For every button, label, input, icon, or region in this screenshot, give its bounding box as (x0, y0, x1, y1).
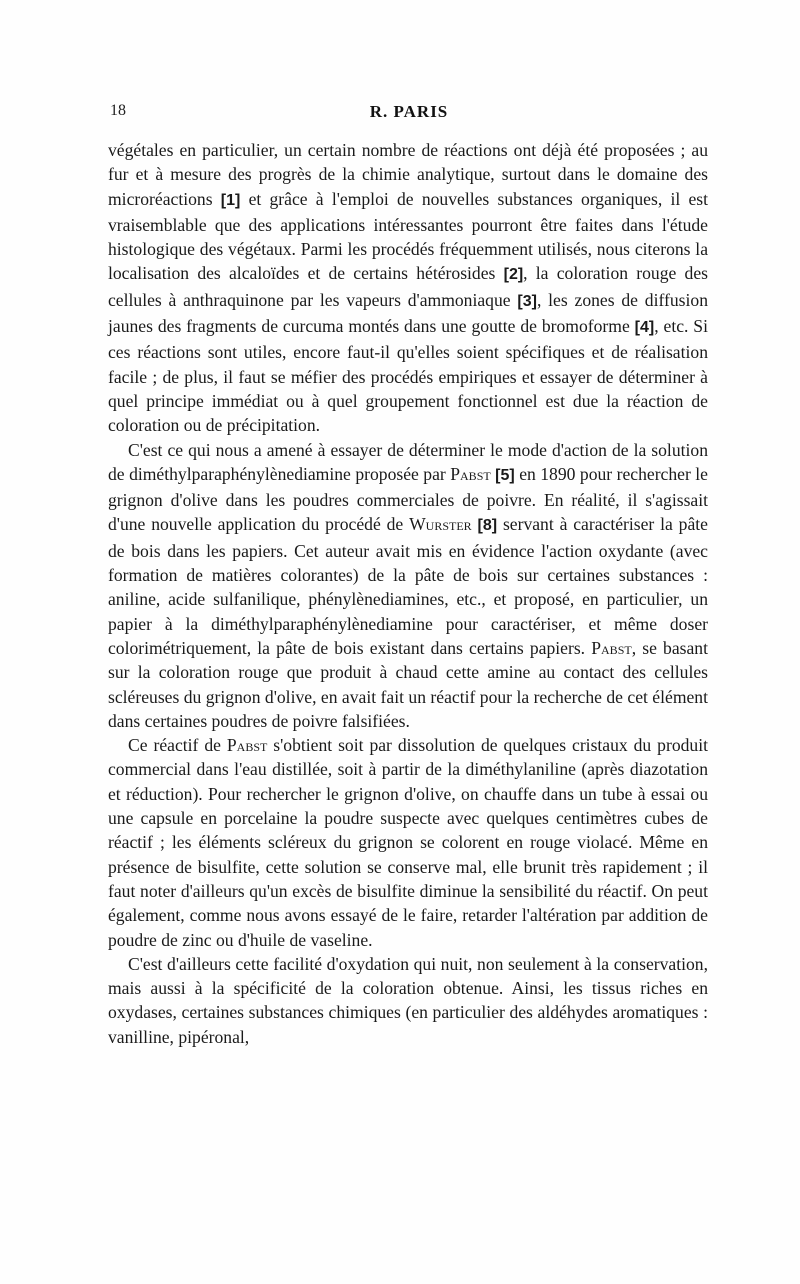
text-run: C'est ce qui nous a amené à essayer de déterminer le mode d'action de la solution de diméthylparaphénylènediamine proposée par (108, 439, 708, 484)
paragraph (108, 438, 708, 734)
citation-ref: [4] (634, 319, 655, 337)
page-number: 18 (110, 102, 126, 119)
text-run: , la coloration rouge des cellules à anthraquinone par les vapeurs d'ammoniaque (108, 263, 708, 310)
text-run: C'est d'ailleurs cette facilité d'oxydation qui nuit, non seulement à la conservation, mais aussi à la spécificité de la coloration obtenue. Ainsi, les tissus riches en oxydases, certaines substances chimiques (en particulier des aldéhydes aromatiques : vanilline, pipéronal, (108, 953, 708, 1047)
text-run: Ce réactif de (128, 735, 227, 756)
text-run: végétales en particulier, un certain nombre de réactions ont déjà été proposées ; au fur et à mesure des progrès de la chimie analytique, surtout dans le domaine des microréactions (108, 140, 708, 209)
text-run: et grâce à l'emploi de nouvelles substances organiques, il est vraisemblable que des applications intéressantes pourront être faites dans l'étude histologique des végétaux. Parmi les procédés fréquemment utilisés, nous citerons la localisation des alcaloïdes et de certains hétérosides (108, 188, 708, 284)
citation-ref: [2] (503, 266, 524, 284)
paragraph (108, 138, 708, 438)
author-name: Pabst (450, 463, 491, 484)
running-title: R. PARIS (369, 102, 449, 121)
citation-ref: [3] (517, 292, 537, 310)
author-name: Pabst (226, 735, 268, 756)
text-run: , etc. Si ces réactions sont utiles, encore faut-il qu'elles soient spécifiques et de réalisation facile ; de plus, il faut se méfier des procédés empiriques et essayer de déterminer à quel principe immédiat ou à quel groupement fonctionnel est due la réaction de coloration ou de précipitation. (108, 316, 708, 436)
paragraph (108, 733, 708, 952)
page-header (110, 102, 708, 132)
text-run: servant à caractériser la pâte de bois dans les papiers. Cet auteur avait mis en évidence l'action oxydante (avec formation de matières colorantes) de la pâte de bois sur certaines substances : aniline, acide sulfanilique, phénylènediamines, etc., et proposé, en particulier, un papier à la diméthylparaphénylènediamine pour caractériser, et même doser colorimétriquement, la pâte de bois existant dans certains papiers. (108, 514, 708, 658)
citation-ref: [5] (495, 466, 515, 484)
text-run: , se basant sur la coloration rouge que produit à chaud cette amine au contact des cellules scléreuses du grignon d'olive, en avait fait un réactif pour la recherche de cet élément dans certaines poudres de poivre falsifiées. (108, 637, 708, 731)
paragraph (108, 952, 708, 1049)
body-text (108, 138, 708, 1049)
text-run: en 1890 pour rechercher le grignon d'olive dans les poudres commerciales de poivre. En réalité, il s'agissait d'une nouvelle application du procédé de (108, 463, 708, 535)
citation-ref: [1] (220, 191, 241, 209)
author-name: Wurster (409, 514, 472, 535)
author-name: Pabst (591, 637, 632, 658)
citation-ref: [8] (477, 517, 498, 535)
text-run: s'obtient soit par dissolution de quelques cristaux du produit commercial dans l'eau distillée, soit à partir de la diméthylaniline (après diazotation et réduction). Pour rechercher le grignon d'olive, on chauffe dans un tube à essai ou une capsule en porcelaine la poudre suspecte avec quelques centimètres cubes de réactif ; les éléments scléreux du grignon se colorent en rouge violacé. Même en présence de bisulfite, cette solution se conserve mal, elle brunit très rapidement ; il faut noter d'ailleurs qu'un excès de bisulfite diminue la sensibilité du réactif. On peut également, comme nous avons essayé de le faire, retarder l'altération par addition de poudre de zinc ou d'huile de vaseline. (108, 735, 708, 950)
text-run: , les zones de diffusion jaunes des fragments de curcuma montés dans une goutte de bromoforme (108, 289, 708, 337)
